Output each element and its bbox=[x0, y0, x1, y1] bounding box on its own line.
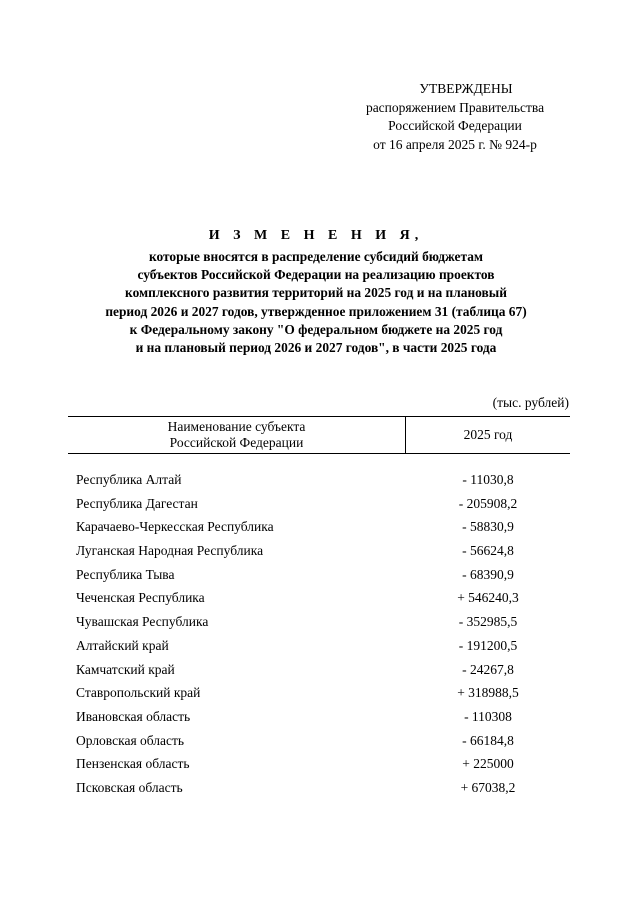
region-name: Республика Тыва bbox=[76, 566, 175, 582]
amount-value: - 68390,9 bbox=[462, 566, 514, 582]
document-title bbox=[60, 228, 572, 357]
table-row bbox=[76, 634, 570, 658]
region-name: Ставропольский край bbox=[76, 685, 201, 701]
header-region-line: Наименование субъекта bbox=[167, 419, 306, 434]
table-body bbox=[76, 468, 570, 800]
region-name: Чеченская Республика bbox=[76, 590, 205, 606]
amount-value: - 66184,8 bbox=[462, 732, 514, 748]
amount-value: + 225000 bbox=[462, 756, 514, 772]
table-row bbox=[76, 468, 570, 492]
amount-value: + 318988,5 bbox=[457, 685, 519, 701]
title-heading: И З М Е Н Е Н И Я, bbox=[208, 228, 424, 243]
table-row bbox=[76, 658, 570, 682]
table-row bbox=[76, 705, 570, 729]
title-line: которые вносятся в распределение субсидий бюджетам bbox=[148, 249, 484, 264]
title-line: и на плановый период 2026 и 2027 годов", в части 2025 года bbox=[135, 340, 497, 356]
amount-value: - 352985,5 bbox=[458, 614, 518, 630]
table-row bbox=[76, 681, 570, 705]
title-line: к Федеральному закону "О федеральном бюджете на 2025 год bbox=[129, 321, 503, 337]
amount-value: - 24267,8 bbox=[462, 661, 514, 677]
table-header bbox=[68, 416, 570, 454]
region-name: Чувашская Республика bbox=[76, 614, 209, 630]
region-name: Карачаево-Черкесская Республика bbox=[76, 519, 274, 535]
table-row bbox=[76, 539, 570, 563]
table-row bbox=[76, 586, 570, 610]
table-row bbox=[76, 515, 570, 539]
amount-value: - 191200,5 bbox=[458, 637, 518, 653]
amount-value: - 56624,8 bbox=[462, 543, 514, 559]
amount-value: + 67038,2 bbox=[460, 779, 516, 795]
amount-value: - 11030,8 bbox=[462, 472, 514, 487]
approval-date-number: от 16 апреля 2025 г. № 924-р bbox=[373, 136, 537, 152]
approval-stamp bbox=[350, 80, 560, 154]
region-name: Республика Дагестан bbox=[76, 495, 198, 511]
table-row bbox=[76, 776, 570, 800]
amount-value: - 205908,2 bbox=[458, 495, 518, 511]
approval-issuer-country: Российской Федерации bbox=[388, 118, 522, 133]
title-line: период 2026 и 2027 годов, утвержденное приложением 31 (таблица 67) bbox=[105, 303, 527, 319]
region-name: Пензенская область bbox=[76, 756, 190, 772]
header-year: 2025 год bbox=[463, 427, 513, 442]
units-label: (тыс. рублей) bbox=[492, 395, 569, 410]
approval-issuer: распоряжением Правительства bbox=[365, 99, 545, 115]
table-row bbox=[76, 752, 570, 776]
region-name: Псковская область bbox=[76, 779, 183, 795]
region-name: Орловская область bbox=[76, 732, 185, 748]
amount-value: - 110308 bbox=[464, 708, 512, 724]
region-name: Республика Алтай bbox=[76, 472, 182, 487]
region-name: Алтайский край bbox=[76, 637, 169, 653]
title-line: комплексного развития территорий на 2025 год и на плановый bbox=[125, 285, 507, 301]
title-description bbox=[60, 248, 572, 357]
table-row bbox=[76, 729, 570, 753]
header-region bbox=[68, 419, 405, 451]
header-region-line: Российской Федерации bbox=[169, 435, 304, 450]
table-row bbox=[76, 563, 570, 587]
amount-value: + 546240,3 bbox=[457, 590, 519, 606]
table-row bbox=[76, 610, 570, 634]
approval-heading: УТВЕРЖДЕНЫ bbox=[419, 81, 513, 96]
title-line: субъектов Российской Федерации на реализацию проектов bbox=[137, 267, 495, 283]
amount-value: - 58830,9 bbox=[462, 519, 514, 535]
region-name: Луганская Народная Республика bbox=[76, 543, 264, 559]
region-name: Ивановская область bbox=[76, 708, 191, 724]
region-name: Камчатский край bbox=[76, 661, 175, 677]
table-row bbox=[76, 492, 570, 516]
